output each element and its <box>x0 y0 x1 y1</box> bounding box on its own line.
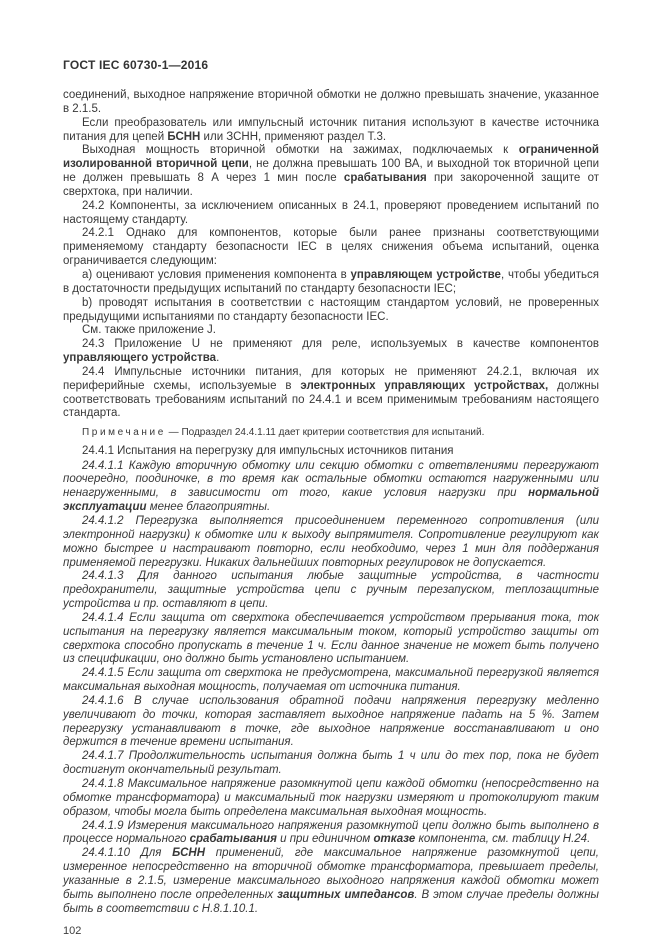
text-run: Выходная мощность вторичной обмотки на зажимах, подключаемых к <box>82 144 519 157</box>
text-run: 24.4.1.2 Перегрузка выполняется присоединением переменного сопротивления (или электронной нагрузки) к обмотке или к выходу выпрямителя. Сопротивление регулируют как можно быстрее и настраивают повторно, если необходимо, через 1 мин для поддержания применяемой перегрузки. Никаких дальнейших повторных регулировок не допускается. <box>63 514 599 569</box>
text-run: срабатывания <box>343 172 427 185</box>
text-run: менее благоприятны. <box>146 501 271 514</box>
text-run: , не должна превышать 100 ВА, и выходной ток вторичной цепи не должен превышать 8 А через 1 мин после <box>63 158 599 185</box>
paragraph <box>63 445 599 459</box>
text-run: Если преобразователь или импульсный источник питания используют в качестве источника питания для цепей <box>63 116 599 143</box>
text-run: должны соответствовать требованиям испытаний по 24.4.1 и всем применимым требованиям настоящего стандарта. <box>63 379 599 420</box>
text-run: 24.4.1.3 Для данного испытания любые защитные устройства, в частности предохранители, защитные устройства цепи с ручным перезапуском, теплозащитные устройства и пр. оставляют в цепи. <box>63 570 599 611</box>
text-run: ограниченной изолированной вторичной цепи <box>63 144 599 171</box>
text-run: нормальной эксплуатации <box>63 487 599 514</box>
paragraph <box>63 427 599 440</box>
text-run: соединений, выходное напряжение вторичной обмотки не должно превышать значение, указанное в 2.1.5. <box>63 89 599 115</box>
paragraph <box>63 750 599 778</box>
text-run: 24.4.1.5 Если защита от сверхтока не предусмотрена, максимальной перегрузкой является максимальная выходная мощность, получаемая от источника питания. <box>63 667 599 694</box>
document-body <box>63 89 599 916</box>
text-run: b) проводят испытания в соответствии с настоящим стандартом условий, не проверенных предыдущими испытаниями по стандарту безопасности IEC. <box>63 296 599 323</box>
paragraph <box>63 324 599 338</box>
text-run: компонента, см. таблицу Н.24. <box>415 833 591 846</box>
text-run: . В этом случае пределы должны быть в соответствии с Н.8.1.10.1. <box>63 888 599 915</box>
text-run: 24.3 Приложение U не применяют для реле, используемых в качестве компонентов <box>82 338 599 351</box>
paragraph <box>63 117 599 145</box>
text-run: БСНН <box>172 847 206 860</box>
text-run: 24.4.1.6 В случае использования обратной подачи напряжения перегрузку медленно увеличивают до точки, которая заставляет выходное напряжение падать на 5 %. Затем перегрузку устанавливают в точке, где выходное напряжение восстанавливают и оно держится в течение времени испытания. <box>63 694 599 749</box>
paragraph <box>63 227 599 269</box>
paragraph <box>63 297 599 325</box>
paragraph <box>63 200 599 228</box>
paragraph <box>63 612 599 667</box>
text-run: при закороченной защите от сверхтока, при наличии. <box>63 172 599 198</box>
text-run: 24.4.1.8 Максимальное напряжение разомкнутой цепи каждой обмотки (непосредственно на обмотке трансформатора) и максимальный ток нагрузки измеряют и протоколируют таким образом, чтобы могла быть определена максимальная выходная мощность. <box>63 778 599 818</box>
paragraph <box>63 89 599 117</box>
text-run: защитных импедансов <box>277 888 415 901</box>
paragraph <box>63 820 599 848</box>
text-run: применений, где максимальное напряжение разомкнутой цепи, измеренное непосредственно на вторичной обмотке трансформатора, превышает пределы, указанные в 2.1.5, измерение максимального выходного напряжения каждой обмотки может быть выполнено после определенных <box>63 847 600 901</box>
text-run: 24.2 Компоненты, за исключением описанных в 24.1, проверяют проведением испытаний по настоящему стандарту. <box>63 199 599 226</box>
text-run: управляющем устройстве <box>350 268 501 281</box>
text-run: 24.4.1 Испытания на перегрузку для импульсных источников питания <box>82 444 454 457</box>
page-number: 102 <box>63 925 82 937</box>
paragraph <box>63 144 599 199</box>
text-run: или ЗСНН, применяют раздел Т.3. <box>200 130 387 143</box>
text-run: срабатывания <box>189 833 277 846</box>
text-run: 24.4.1.1 Каждую вторичную обмотку или секцию обмотки с ответвлениями перегружают поочередно, поодиночке, в то время как остальные обмотки остаются нагруженными или ненагруженными, в зависимости от того, какие условия нагрузки при <box>63 459 599 500</box>
text-run: управляющего устройства <box>63 352 217 365</box>
paragraph <box>63 338 599 366</box>
paragraph <box>63 570 599 612</box>
paragraph <box>63 269 599 297</box>
paragraph <box>63 695 599 750</box>
text-run: , чтобы убедиться в достаточности предыдущих испытаний по стандарту безопасности IEC; <box>63 268 600 295</box>
text-run: — Подраздел 24.4.1.11 дает критерии соответствия для испытаний. <box>165 427 485 439</box>
text-run: Примечание <box>82 427 166 439</box>
text-run: . <box>216 352 220 365</box>
paragraph <box>63 847 599 916</box>
paragraph <box>63 515 599 570</box>
document-header: ГОСТ IEC 60730-1—2016 <box>63 58 209 72</box>
text-run: 24.4.1.4 Если защита от сверхтока обеспечивается устройством прерывания тока, ток испытания на перегрузку является максимальным током, который устройство защиты от сверхтока способно пропускать в течение 1 ч. Если данное значение не может быть получено из спецификации, оно должно быть установлено испытанием. <box>63 611 599 666</box>
text-run: См. также приложение J. <box>82 324 217 337</box>
paragraph <box>63 460 599 515</box>
text-run: и при единичном <box>276 833 374 846</box>
text-run: a) оценивают условия применения компонента в <box>82 268 351 281</box>
text-run: 24.4.1.9 Измерения максимального напряжения разомкнутой цепи должно быть выполнено в процессе нормального <box>63 819 599 846</box>
text-run: 24.4 Импульсные источники питания, для которых не применяют 24.2.1, включая их периферийные схемы, используемые в <box>63 365 599 392</box>
paragraph <box>63 778 599 820</box>
paragraph <box>63 366 599 421</box>
text-run: 24.4.1.7 Продолжительность испытания должна быть 1 ч или до тех пор, пока не будет достигнут окончательный результат. <box>63 750 599 777</box>
text-run: 24.4.1.10 Для <box>82 847 173 860</box>
text-run: электронных управляющих устройствах, <box>300 379 549 392</box>
text-run: БСНН <box>167 130 201 143</box>
text-run: 24.2.1 Однако для компонентов, которые были ранее признаны соответствующими применяемому стандарту безопасности IEC в целях снижения объема испытаний, оценка ограничивается следующим: <box>63 227 599 268</box>
text-run: отказе <box>373 833 416 846</box>
paragraph <box>63 667 599 695</box>
